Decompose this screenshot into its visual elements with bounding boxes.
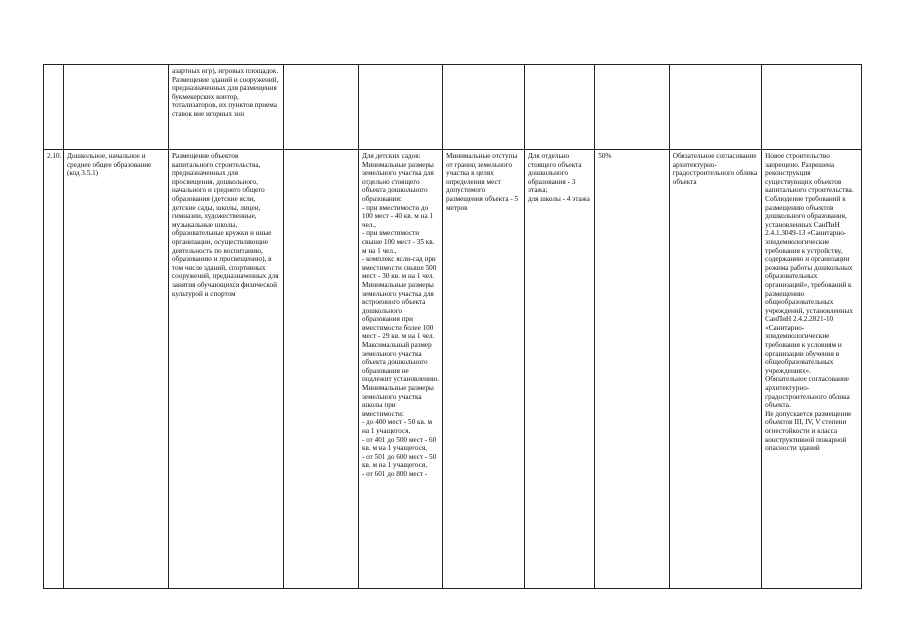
coverage-text: 50% [598, 152, 612, 160]
cell-coverage [595, 65, 670, 150]
cell-setbacks [442, 65, 524, 150]
use-name-text: Дошкольное, начальное и среднее общее образование (код 3.5.1) [66, 152, 152, 178]
land-use-regulations-table [43, 64, 862, 589]
cell-use-name [63, 150, 168, 589]
setbacks-text: Минимальные отступы от границ земельного участка в целях определения мест допустимого размещения объекта - 5 метров [445, 152, 519, 212]
cell-number [44, 150, 64, 589]
cell-requirements [669, 65, 761, 150]
cell-empty [284, 150, 359, 589]
cell-setbacks [442, 150, 524, 589]
cell-number [44, 65, 64, 150]
table-row-education [44, 150, 862, 589]
plot-sizes-text: Для детских садов: Минимальные размеры земельного участка для отдельно стоящего объекта дошкольного образования: - при вместимости до 100 мест - 40 кв. м на 1 чел., - при вместимости свыше 100 мест - 35 кв. м на 1 чел., - комплекс ясли-сад при вместимости свыше 500 мест - 30 кв. м на 1 чел. Минимальные размеры земельного участка для встроенного объекта дошкольного образования при вместимости более 100 мест - 29 кв. м на 1 чел. Максимальный размер земельного участка объекта дошкольного образования не подлежит установлению. Минимальные размеры земельного участка школы при вместимости: - до 400 мест - 50 кв. м на 1 учащегося, - от 401 до 500 мест - 60 кв. м на 1 учащегося, - от 501 до 600 мест - 50 кв. м на 1 учащегося, - от 601 до 800 мест - [361, 152, 439, 478]
cell-floors [524, 150, 594, 589]
use-description-text: азартных игр), игровых площадок. Размещение зданий и сооружений, предназначенных для размещения букмекерских контор, тотализаторов, их пунктов приема ставок вне игорных зон [171, 67, 279, 118]
cell-coverage [595, 150, 670, 589]
cell-empty [284, 65, 359, 150]
use-description-text: Размещение объектов капитального строительства, предназначенных для просвещения, дошкольного, начального и среднего общего образования (детские ясли, детские сады, школы, лицеи, гимназии, художественные, музыкальные школы, образовательные кружки и иные организации, осуществляющие деятельность по воспитанию, образованию и просвещению), в том числе зданий, спортивных сооружений, предназначенных для занятия обучающихся физической культурой и спортом [171, 152, 279, 298]
cell-restrictions [762, 65, 862, 150]
cell-use-description [168, 150, 284, 589]
cell-use-name [63, 65, 168, 150]
cell-restrictions [762, 150, 862, 589]
cell-use-description [168, 65, 284, 150]
requirements-text: Обязательное согласование архитектурно-градостроительного облика объекта [672, 152, 758, 186]
restrictions-text: Новое строительство запрещено. Разрешена реконструкция существующих объектов капитального строительства. Соблюдение требований к размещению объектов дошкольного образования, установленных СанПиН 2.4.1.3049-13 «Санитарно-эпидемиологические требования к устройству, содержанию и организации режима работы дошкольных образовательных организаций», требований к размещению общеобразовательных учреждений, установленных СанПиН 2.4.2.2821-10 «Санитарно-эпидемиологические требования к условиям и организации обучения в общеобразовательных учреждениях». Обязательное согласование архитектурно-градостроительного облика объекта. Не допускается размещение объектов III, IV, V степени огнестойкости и класса конструктивной пожарной опасности зданий [765, 152, 854, 453]
cell-floors [524, 65, 594, 150]
table-row-continuation [44, 65, 862, 150]
cell-plot-sizes [358, 65, 442, 150]
row-number: 2.10. [47, 152, 62, 160]
cell-requirements [669, 150, 761, 589]
floors-text: Для отдельно стоящего объекта дошкольного образования - 3 этажа; для школы - 4 этажа [527, 152, 590, 203]
cell-plot-sizes [358, 150, 442, 589]
